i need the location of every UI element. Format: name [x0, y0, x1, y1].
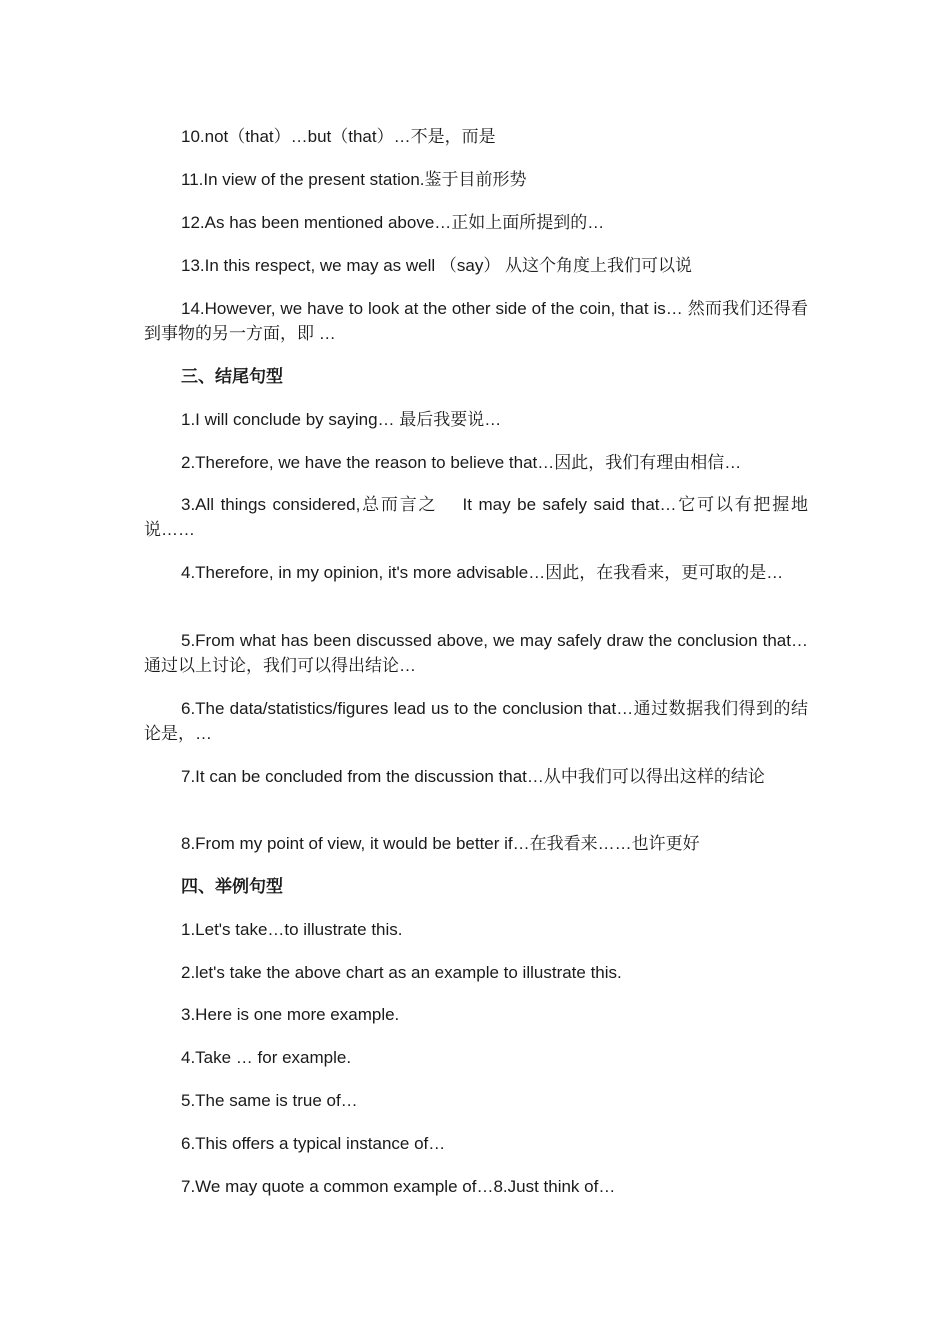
conclusion-item-3: 3.All things considered,总而言之 It may be safely said that…它可以有把握地说…… [144, 495, 808, 539]
phrase-item-11: 11.In view of the present station.鉴于目前形势 [181, 170, 527, 189]
example-item-2: 2.let's take the above chart as an example to illustrate this. [181, 963, 622, 982]
phrase-item-10: 10.not（that）…but（that）…不是，而是 [181, 127, 496, 146]
conclusion-item-2: 2.Therefore, we have the reason to believe that…因此，我们有理由相信… [181, 453, 742, 472]
phrase-item-12: 12.As has been mentioned above…正如上面所提到的… [181, 213, 605, 232]
conclusion-item-7: 7.It can be concluded from the discussion that…从中我们可以得出这样的结论 [181, 767, 765, 786]
example-item-1: 1.Let's take…to illustrate this. [181, 920, 403, 939]
conclusion-item-6: 6.The data/statistics/figures lead us to the conclusion that…通过数据我们得到的结论是，… [144, 699, 808, 743]
example-item-3: 3.Here is one more example. [181, 1005, 400, 1024]
conclusion-item-1: 1.I will conclude by saying… 最后我要说… [181, 410, 502, 429]
section-heading-examples: 四、举例句型 [181, 877, 283, 896]
example-item-6: 6.This offers a typical instance of… [181, 1134, 446, 1153]
example-item-5: 5.The same is true of… [181, 1091, 358, 1110]
example-item-7: 7.We may quote a common example of…8.Just think of… [181, 1177, 616, 1196]
phrase-item-14: 14.However, we have to look at the other side of the coin, that is… 然而我们还得看到事物的另一方面，即 … [144, 299, 808, 343]
conclusion-item-8: 8.From my point of view, it would be better if…在我看来……也许更好 [181, 834, 700, 853]
conclusion-item-4: 4.Therefore, in my opinion, it's more advisable…因此，在我看来，更可取的是… [181, 563, 784, 582]
section-heading-conclusion: 三、结尾句型 [181, 367, 283, 386]
example-item-4: 4.Take … for example. [181, 1048, 352, 1067]
phrase-item-13: 13.In this respect, we may as well （say） 从这个角度上我们可以说 [181, 256, 693, 275]
conclusion-item-5: 5.From what has been discussed above, we may safely draw the conclusion that…通过以上讨论，我们可以得出结论… [144, 631, 808, 675]
